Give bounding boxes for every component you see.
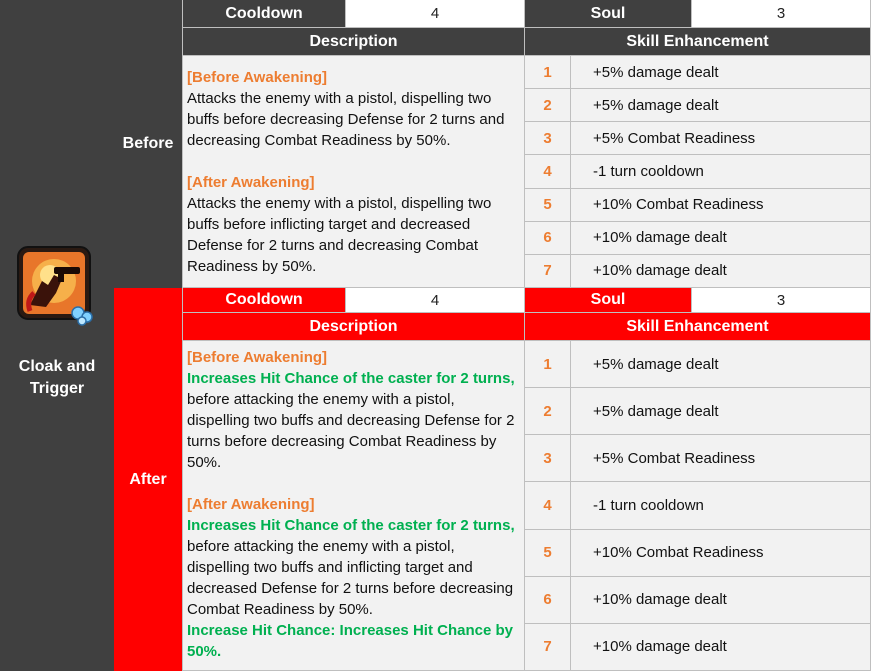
after-after-awakening-title: [After Awakening] <box>187 496 315 513</box>
before-enhancement-header: Skill Enhancement <box>525 28 871 56</box>
enhancement-text: +5% Combat Readiness <box>571 122 871 155</box>
pistol-skill-icon <box>16 245 96 327</box>
enhancement-row <box>525 189 871 222</box>
before-cooldown-value: 4 <box>346 0 525 28</box>
after-awakening-text: Attacks the enemy with a pistol, dispelling two buffs before inflicting target and decreased Defense for 2 turns and decreasing Combat Readiness by 50%. <box>187 195 492 275</box>
enhancement-row <box>525 624 871 671</box>
after-after-awakening-hit-chance: Increases Hit Chance of the caster for 2 turns, <box>187 517 515 534</box>
enhancement-row <box>525 435 871 482</box>
enhancement-text: -1 turn cooldown <box>571 482 871 529</box>
after-after-awakening-text: before attacking the enemy with a pistol, dispelling two buffs and inflicting target and decreased Defense for 2 turns before decreasing Combat Readiness by 50%. <box>187 538 514 618</box>
enhancement-text: +5% damage dealt <box>571 56 871 89</box>
enhancement-level: 4 <box>525 482 571 529</box>
enhancement-text: -1 turn cooldown <box>571 155 871 188</box>
enhancement-level: 2 <box>525 388 571 435</box>
after-cooldown-header: Cooldown <box>183 288 346 313</box>
enhancement-row <box>525 341 871 388</box>
enhancement-level: 5 <box>525 530 571 577</box>
enhancement-level: 3 <box>525 435 571 482</box>
after-before-awakening-hit-chance: Increases Hit Chance of the caster for 2 turns, <box>187 370 515 387</box>
enhancement-text: +5% damage dealt <box>571 89 871 122</box>
skill-name: Cloak and Trigger <box>18 358 96 397</box>
after-soul-value: 3 <box>692 288 871 313</box>
after-awakening-title: [After Awakening] <box>187 174 315 191</box>
enhancement-text: +10% damage dealt <box>571 624 871 671</box>
enhancement-level: 5 <box>525 189 571 222</box>
enhancement-text: +5% Combat Readiness <box>571 435 871 482</box>
enhancement-text: +5% damage dealt <box>571 341 871 388</box>
enhancement-level: 2 <box>525 89 571 122</box>
after-extra-hit-chance: Increase Hit Chance: Increases Hit Chance by 50%. <box>187 622 513 660</box>
enhancement-text: +10% Combat Readiness <box>571 530 871 577</box>
enhancement-level: 1 <box>525 56 571 89</box>
enhancement-level: 4 <box>525 155 571 188</box>
enhancement-text: +5% damage dealt <box>571 388 871 435</box>
before-awakening-text: Attacks the enemy with a pistol, dispelling two buffs before decreasing Defense for 2 turns and decreasing Combat Readiness by 50%. <box>187 90 505 149</box>
enhancement-text: +10% damage dealt <box>571 255 871 288</box>
enhancement-row <box>525 530 871 577</box>
enhancement-row <box>525 577 871 624</box>
before-awakening-title: [Before Awakening] <box>187 69 328 86</box>
before-soul-value: 3 <box>692 0 871 28</box>
enhancement-text: +10% damage dealt <box>571 222 871 255</box>
enhancement-row <box>525 255 871 288</box>
enhancement-level: 7 <box>525 624 571 671</box>
after-description-header: Description <box>183 313 525 341</box>
skill-name-column <box>0 0 114 671</box>
after-before-awakening-text: before attacking the enemy with a pistol, dispelling two buffs and decreasing Defense for 2 turns before decreasing Combat Readiness by 50%. <box>187 391 515 471</box>
before-description-header: Description <box>183 28 525 56</box>
enhancement-row <box>525 155 871 188</box>
enhancement-level: 7 <box>525 255 571 288</box>
enhancement-text: +10% Combat Readiness <box>571 189 871 222</box>
enhancement-level: 6 <box>525 222 571 255</box>
enhancement-row <box>525 222 871 255</box>
before-soul-header: Soul <box>525 0 692 28</box>
before-label: Before <box>114 0 183 288</box>
before-description <box>183 56 525 288</box>
before-cooldown-header: Cooldown <box>183 0 346 28</box>
enhancement-row <box>525 388 871 435</box>
enhancement-row <box>525 122 871 155</box>
enhancement-text: +10% damage dealt <box>571 577 871 624</box>
after-label: After <box>114 288 183 671</box>
enhancement-row <box>525 482 871 529</box>
enhancement-level: 1 <box>525 341 571 388</box>
before-enhancement-list <box>525 56 871 288</box>
after-before-awakening-title: [Before Awakening] <box>187 349 328 366</box>
after-enhancement-list <box>525 341 871 671</box>
after-soul-header: Soul <box>525 288 692 313</box>
after-enhancement-header: Skill Enhancement <box>525 313 871 341</box>
enhancement-level: 3 <box>525 122 571 155</box>
enhancement-row <box>525 56 871 89</box>
enhancement-level: 6 <box>525 577 571 624</box>
after-description <box>183 341 525 671</box>
after-cooldown-value: 4 <box>346 288 525 313</box>
enhancement-row <box>525 89 871 122</box>
